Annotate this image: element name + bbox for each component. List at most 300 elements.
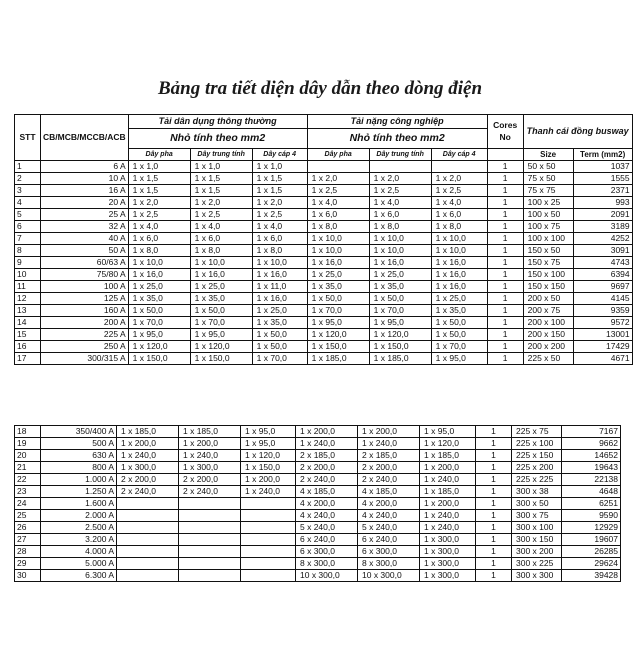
cell-civil-neutral: 1 x 300,0 (179, 462, 241, 474)
cell-civil-neutral: 1 x 2,5 (190, 209, 252, 221)
cell-civil-earth (241, 522, 296, 534)
cell-industrial-neutral: 2 x 240,0 (358, 474, 420, 486)
cell-cores: 1 (487, 329, 523, 341)
cell-industrial-earth: 1 x 16,0 (431, 257, 487, 269)
cell-civil-earth: 1 x 150,0 (241, 462, 296, 474)
cell-civil-phase: 1 x 4,0 (128, 221, 190, 233)
cell-civil-neutral: 1 x 6,0 (190, 233, 252, 245)
cell-industrial-earth: 1 x 200,0 (420, 498, 476, 510)
table-row (15, 173, 633, 185)
cell-civil-neutral: 1 x 150,0 (190, 353, 252, 365)
cell-civil-neutral (179, 570, 241, 582)
cell-industrial-phase: 2 x 185,0 (296, 450, 358, 462)
cell-stt: 9 (15, 257, 41, 269)
cell-cores: 1 (487, 353, 523, 365)
cell-industrial-phase: 5 x 240,0 (296, 522, 358, 534)
cell-size: 300 x 150 (512, 534, 562, 546)
table-row (15, 209, 633, 221)
cell-cores: 1 (487, 161, 523, 173)
cell-industrial-earth: 1 x 95,0 (431, 353, 487, 365)
header-civil-earth: Dây cáp 4 (252, 149, 307, 161)
cell-term: 29624 (562, 558, 621, 570)
cell-breaker: 75/80 A (41, 269, 129, 281)
cell-breaker: 800 A (41, 462, 117, 474)
cell-industrial-phase: 6 x 240,0 (296, 534, 358, 546)
cell-industrial-neutral: 1 x 2,5 (369, 185, 431, 197)
cell-industrial-earth: 1 x 50,0 (431, 329, 487, 341)
cell-industrial-earth (431, 161, 487, 173)
cell-size: 300 x 225 (512, 558, 562, 570)
cell-industrial-neutral: 1 x 2,0 (369, 173, 431, 185)
header-breaker: CB/MCB/MCCB/ACB (41, 115, 129, 161)
cell-stt: 15 (15, 329, 41, 341)
table-row (15, 450, 621, 462)
cell-industrial-phase: 1 x 2,0 (307, 173, 369, 185)
cell-civil-neutral: 1 x 95,0 (190, 329, 252, 341)
cell-stt: 28 (15, 546, 41, 558)
cell-term: 9590 (562, 510, 621, 522)
table-row (15, 161, 633, 173)
cell-cores: 1 (476, 438, 512, 450)
cell-industrial-earth: 1 x 240,0 (420, 522, 476, 534)
cell-industrial-neutral: 1 x 10,0 (369, 245, 431, 257)
cell-size: 225 x 150 (512, 450, 562, 462)
table-row (15, 353, 633, 365)
page-title: Bảng tra tiết diện dây dẫn theo dòng điện (157, 78, 483, 99)
cell-civil-phase: 1 x 185,0 (117, 426, 179, 438)
cell-civil-earth: 1 x 16,0 (252, 269, 307, 281)
cell-cores: 1 (487, 317, 523, 329)
cell-stt: 17 (15, 353, 41, 365)
cell-stt: 7 (15, 233, 41, 245)
cell-civil-neutral: 1 x 240,0 (179, 450, 241, 462)
header-cores-blank (487, 149, 523, 161)
cell-stt: 18 (15, 426, 41, 438)
cell-civil-earth: 1 x 16,0 (252, 293, 307, 305)
cell-civil-earth: 1 x 2,5 (252, 209, 307, 221)
cell-cores: 1 (476, 558, 512, 570)
table-row (15, 245, 633, 257)
cell-size: 200 x 150 (523, 329, 573, 341)
cell-term: 19643 (562, 462, 621, 474)
cell-size: 300 x 200 (512, 546, 562, 558)
cell-term: 9359 (573, 305, 632, 317)
cell-civil-earth: 1 x 1,0 (252, 161, 307, 173)
cell-size: 300 x 300 (512, 570, 562, 582)
cell-breaker: 2.500 A (41, 522, 117, 534)
cell-cores: 1 (487, 197, 523, 209)
cell-civil-phase: 2 x 200,0 (117, 474, 179, 486)
table-row (15, 269, 633, 281)
table-row (15, 558, 621, 570)
cell-industrial-phase: 1 x 240,0 (296, 438, 358, 450)
cell-industrial-neutral: 1 x 240,0 (358, 438, 420, 450)
cell-industrial-earth: 1 x 300,0 (420, 558, 476, 570)
cell-civil-phase (117, 546, 179, 558)
cell-industrial-phase: 8 x 300,0 (296, 558, 358, 570)
table-row (15, 474, 621, 486)
cell-industrial-phase: 1 x 6,0 (307, 209, 369, 221)
cell-civil-phase (117, 522, 179, 534)
cell-industrial-phase: 1 x 120,0 (307, 329, 369, 341)
cell-industrial-earth: 1 x 2,0 (431, 173, 487, 185)
cell-breaker: 16 A (41, 185, 129, 197)
cell-industrial-earth: 1 x 300,0 (420, 546, 476, 558)
cell-cores: 1 (487, 341, 523, 353)
cell-breaker: 250 A (41, 341, 129, 353)
cell-civil-earth: 1 x 11,0 (252, 281, 307, 293)
cell-stt: 19 (15, 438, 41, 450)
cell-civil-phase: 1 x 240,0 (117, 450, 179, 462)
cell-industrial-neutral: 6 x 240,0 (358, 534, 420, 546)
cell-breaker: 10 A (41, 173, 129, 185)
cell-size: 225 x 50 (523, 353, 573, 365)
cell-civil-neutral: 2 x 240,0 (179, 486, 241, 498)
wire-table-bottom (14, 425, 621, 582)
cell-term: 6394 (573, 269, 632, 281)
cell-civil-phase: 1 x 70,0 (128, 317, 190, 329)
cell-breaker: 1.000 A (41, 474, 117, 486)
cell-civil-phase: 1 x 25,0 (128, 281, 190, 293)
cell-stt: 13 (15, 305, 41, 317)
cell-stt: 3 (15, 185, 41, 197)
header-stt: STT (15, 115, 41, 161)
cell-term: 2371 (573, 185, 632, 197)
cell-civil-neutral: 1 x 2,0 (190, 197, 252, 209)
cell-stt: 16 (15, 341, 41, 353)
cell-cores: 1 (487, 245, 523, 257)
cell-civil-earth: 1 x 10,0 (252, 257, 307, 269)
cell-industrial-earth: 1 x 16,0 (431, 269, 487, 281)
header-busway: Thanh cái đồng busway (523, 115, 632, 149)
cell-cores: 1 (476, 474, 512, 486)
table-row (15, 341, 633, 353)
cell-term: 9662 (562, 438, 621, 450)
cell-stt: 25 (15, 510, 41, 522)
cell-industrial-phase: 1 x 150,0 (307, 341, 369, 353)
cell-civil-earth (241, 570, 296, 582)
table-row (15, 281, 633, 293)
cell-industrial-earth: 1 x 10,0 (431, 233, 487, 245)
cell-term: 9572 (573, 317, 632, 329)
cell-industrial-neutral: 1 x 50,0 (369, 293, 431, 305)
cell-term: 19607 (562, 534, 621, 546)
cell-civil-neutral: 1 x 16,0 (190, 269, 252, 281)
cell-breaker: 1.250 A (41, 486, 117, 498)
table-row (15, 498, 621, 510)
cell-civil-earth: 1 x 95,0 (241, 426, 296, 438)
cell-stt: 8 (15, 245, 41, 257)
cell-civil-earth (241, 558, 296, 570)
cell-industrial-earth: 1 x 185,0 (420, 450, 476, 462)
cell-civil-phase (117, 498, 179, 510)
cell-stt: 2 (15, 173, 41, 185)
cell-term: 993 (573, 197, 632, 209)
cell-size: 75 x 50 (523, 173, 573, 185)
cell-industrial-phase: 4 x 200,0 (296, 498, 358, 510)
cell-size: 150 x 150 (523, 281, 573, 293)
cell-civil-phase (117, 510, 179, 522)
cell-stt: 14 (15, 317, 41, 329)
cell-cores: 1 (487, 173, 523, 185)
cell-civil-phase: 1 x 2,0 (128, 197, 190, 209)
cell-industrial-earth: 1 x 25,0 (431, 293, 487, 305)
cell-civil-neutral: 1 x 25,0 (190, 281, 252, 293)
cell-breaker: 200 A (41, 317, 129, 329)
cell-stt: 12 (15, 293, 41, 305)
cell-industrial-phase: 1 x 35,0 (307, 281, 369, 293)
cell-civil-earth: 1 x 50,0 (252, 329, 307, 341)
cell-stt: 21 (15, 462, 41, 474)
cell-civil-phase (117, 534, 179, 546)
cell-cores: 1 (487, 281, 523, 293)
cell-size: 100 x 50 (523, 209, 573, 221)
cell-industrial-neutral: 1 x 150,0 (369, 341, 431, 353)
cell-civil-phase: 1 x 1,5 (128, 185, 190, 197)
cell-size: 75 x 75 (523, 185, 573, 197)
cell-civil-earth: 1 x 95,0 (241, 438, 296, 450)
cell-term: 39428 (562, 570, 621, 582)
cell-civil-earth: 1 x 8,0 (252, 245, 307, 257)
cell-industrial-neutral (369, 161, 431, 173)
cell-size: 300 x 100 (512, 522, 562, 534)
cell-breaker: 3.200 A (41, 534, 117, 546)
cell-civil-earth: 1 x 6,0 (252, 233, 307, 245)
cell-size: 225 x 200 (512, 462, 562, 474)
cell-civil-neutral: 1 x 200,0 (179, 438, 241, 450)
cell-size: 300 x 38 (512, 486, 562, 498)
cell-industrial-earth: 1 x 8,0 (431, 221, 487, 233)
cell-civil-phase: 1 x 50,0 (128, 305, 190, 317)
table-row (15, 522, 621, 534)
cell-term: 14652 (562, 450, 621, 462)
cell-industrial-phase: 1 x 10,0 (307, 245, 369, 257)
table-row (15, 486, 621, 498)
cell-breaker: 6 A (41, 161, 129, 173)
cell-civil-earth: 1 x 1,5 (252, 185, 307, 197)
cell-breaker: 6.300 A (41, 570, 117, 582)
cell-civil-neutral: 1 x 4,0 (190, 221, 252, 233)
cell-industrial-neutral: 8 x 300,0 (358, 558, 420, 570)
cell-stt: 1 (15, 161, 41, 173)
table-row (15, 570, 621, 582)
cell-breaker: 1.600 A (41, 498, 117, 510)
cell-civil-neutral: 1 x 8,0 (190, 245, 252, 257)
header-size: Size (523, 149, 573, 161)
cell-industrial-neutral: 5 x 240,0 (358, 522, 420, 534)
cell-size: 300 x 75 (512, 510, 562, 522)
cell-industrial-phase: 10 x 300,0 (296, 570, 358, 582)
cell-civil-neutral: 1 x 185,0 (179, 426, 241, 438)
cell-breaker: 100 A (41, 281, 129, 293)
cell-industrial-phase: 4 x 185,0 (296, 486, 358, 498)
cell-stt: 23 (15, 486, 41, 498)
cell-term: 9697 (573, 281, 632, 293)
cell-civil-neutral: 1 x 1,5 (190, 185, 252, 197)
cell-industrial-neutral: 1 x 8,0 (369, 221, 431, 233)
cell-term: 1037 (573, 161, 632, 173)
cell-civil-earth (241, 534, 296, 546)
cell-civil-phase: 1 x 8,0 (128, 245, 190, 257)
cell-breaker: 5.000 A (41, 558, 117, 570)
cell-cores: 1 (476, 522, 512, 534)
cell-industrial-neutral: 4 x 185,0 (358, 486, 420, 498)
cell-cores: 1 (487, 305, 523, 317)
cell-industrial-phase: 2 x 240,0 (296, 474, 358, 486)
table-row (15, 305, 633, 317)
cell-industrial-neutral: 1 x 70,0 (369, 305, 431, 317)
cell-civil-phase: 1 x 10,0 (128, 257, 190, 269)
header-term: Term (mm2) (573, 149, 632, 161)
cell-cores: 1 (476, 534, 512, 546)
cell-industrial-neutral: 10 x 300,0 (358, 570, 420, 582)
cell-industrial-neutral: 1 x 6,0 (369, 209, 431, 221)
cell-term: 17429 (573, 341, 632, 353)
cell-term: 26285 (562, 546, 621, 558)
cell-breaker: 20 A (41, 197, 129, 209)
cell-breaker: 50 A (41, 245, 129, 257)
cell-cores: 1 (476, 450, 512, 462)
cell-industrial-earth: 1 x 50,0 (431, 317, 487, 329)
cell-civil-neutral (179, 510, 241, 522)
cell-industrial-phase: 1 x 200,0 (296, 426, 358, 438)
table-row (15, 438, 621, 450)
cell-cores: 1 (487, 257, 523, 269)
cell-size: 150 x 50 (523, 245, 573, 257)
cell-term: 13001 (573, 329, 632, 341)
cell-cores: 1 (476, 426, 512, 438)
cell-cores: 1 (487, 209, 523, 221)
cell-civil-phase: 1 x 200,0 (117, 438, 179, 450)
cell-stt: 20 (15, 450, 41, 462)
cell-industrial-phase: 1 x 16,0 (307, 257, 369, 269)
cell-term: 4252 (573, 233, 632, 245)
table-row (15, 510, 621, 522)
cell-term: 2091 (573, 209, 632, 221)
cell-breaker: 4.000 A (41, 546, 117, 558)
cell-breaker: 225 A (41, 329, 129, 341)
cell-cores: 1 (487, 269, 523, 281)
header-industrial-sub: Nhỏ tính theo mm2 (307, 129, 487, 149)
header-civil-neutral: Dây trung tính (190, 149, 252, 161)
table-row (15, 546, 621, 558)
cell-industrial-neutral: 4 x 200,0 (358, 498, 420, 510)
cell-cores: 1 (476, 462, 512, 474)
header-civil-phase: Dây pha (128, 149, 190, 161)
cell-civil-phase: 1 x 95,0 (128, 329, 190, 341)
cell-breaker: 500 A (41, 438, 117, 450)
cell-cores: 1 (476, 510, 512, 522)
cell-stt: 26 (15, 522, 41, 534)
cell-term: 1555 (573, 173, 632, 185)
cell-civil-neutral (179, 534, 241, 546)
table-row (15, 257, 633, 269)
cell-stt: 6 (15, 221, 41, 233)
table-row (15, 221, 633, 233)
cell-term: 6251 (562, 498, 621, 510)
cell-civil-neutral (179, 546, 241, 558)
cell-stt: 11 (15, 281, 41, 293)
cell-civil-earth: 1 x 25,0 (252, 305, 307, 317)
cell-industrial-neutral: 1 x 185,0 (369, 353, 431, 365)
cell-industrial-phase: 6 x 300,0 (296, 546, 358, 558)
cell-industrial-phase: 1 x 25,0 (307, 269, 369, 281)
header-civil: Tải dân dụng thông thường (128, 115, 307, 129)
cell-size: 150 x 100 (523, 269, 573, 281)
cell-size: 100 x 100 (523, 233, 573, 245)
cell-stt: 30 (15, 570, 41, 582)
cell-industrial-neutral: 1 x 25,0 (369, 269, 431, 281)
cell-civil-neutral: 1 x 120,0 (190, 341, 252, 353)
cell-industrial-phase: 2 x 200,0 (296, 462, 358, 474)
cell-industrial-neutral: 1 x 200,0 (358, 426, 420, 438)
cell-civil-phase: 1 x 150,0 (128, 353, 190, 365)
cell-civil-neutral: 2 x 200,0 (179, 474, 241, 486)
cell-cores: 1 (487, 185, 523, 197)
cell-term: 7167 (562, 426, 621, 438)
cell-industrial-neutral: 1 x 35,0 (369, 281, 431, 293)
cell-term: 4648 (562, 486, 621, 498)
cell-industrial-neutral: 6 x 300,0 (358, 546, 420, 558)
cell-cores: 1 (487, 221, 523, 233)
cell-civil-neutral (179, 522, 241, 534)
cell-industrial-earth: 1 x 70,0 (431, 341, 487, 353)
table-row (15, 426, 621, 438)
cell-industrial-earth: 1 x 185,0 (420, 486, 476, 498)
cell-size: 225 x 75 (512, 426, 562, 438)
cell-size: 200 x 100 (523, 317, 573, 329)
table-row (15, 317, 633, 329)
cell-industrial-phase: 1 x 185,0 (307, 353, 369, 365)
cell-term: 4671 (573, 353, 632, 365)
cell-breaker: 2.000 A (41, 510, 117, 522)
cell-term: 12929 (562, 522, 621, 534)
cell-breaker: 125 A (41, 293, 129, 305)
cell-industrial-earth: 1 x 10,0 (431, 245, 487, 257)
cell-size: 100 x 25 (523, 197, 573, 209)
header-civil-sub: Nhỏ tính theo mm2 (128, 129, 307, 149)
cell-industrial-earth: 1 x 16,0 (431, 281, 487, 293)
cell-industrial-earth: 1 x 300,0 (420, 534, 476, 546)
cell-industrial-neutral: 1 x 10,0 (369, 233, 431, 245)
cell-industrial-earth: 1 x 6,0 (431, 209, 487, 221)
table-row (15, 293, 633, 305)
cell-industrial-neutral: 1 x 95,0 (369, 317, 431, 329)
cell-civil-neutral (179, 558, 241, 570)
cell-size: 200 x 200 (523, 341, 573, 353)
cell-civil-earth: 1 x 1,5 (252, 173, 307, 185)
cell-breaker: 630 A (41, 450, 117, 462)
header-cores: Cores No (487, 115, 523, 149)
cell-civil-earth (241, 498, 296, 510)
cell-industrial-phase: 1 x 8,0 (307, 221, 369, 233)
cell-industrial-neutral: 1 x 4,0 (369, 197, 431, 209)
cell-civil-phase (117, 570, 179, 582)
table-row (15, 185, 633, 197)
cell-size: 200 x 50 (523, 293, 573, 305)
cell-industrial-neutral: 1 x 120,0 (369, 329, 431, 341)
cell-stt: 22 (15, 474, 41, 486)
cell-industrial-phase: 1 x 10,0 (307, 233, 369, 245)
cell-stt: 24 (15, 498, 41, 510)
cell-industrial-neutral: 2 x 185,0 (358, 450, 420, 462)
cell-civil-phase: 1 x 35,0 (128, 293, 190, 305)
cell-civil-phase (117, 558, 179, 570)
cell-civil-neutral: 1 x 1,5 (190, 173, 252, 185)
cell-breaker: 32 A (41, 221, 129, 233)
cell-stt: 10 (15, 269, 41, 281)
cell-size: 200 x 75 (523, 305, 573, 317)
